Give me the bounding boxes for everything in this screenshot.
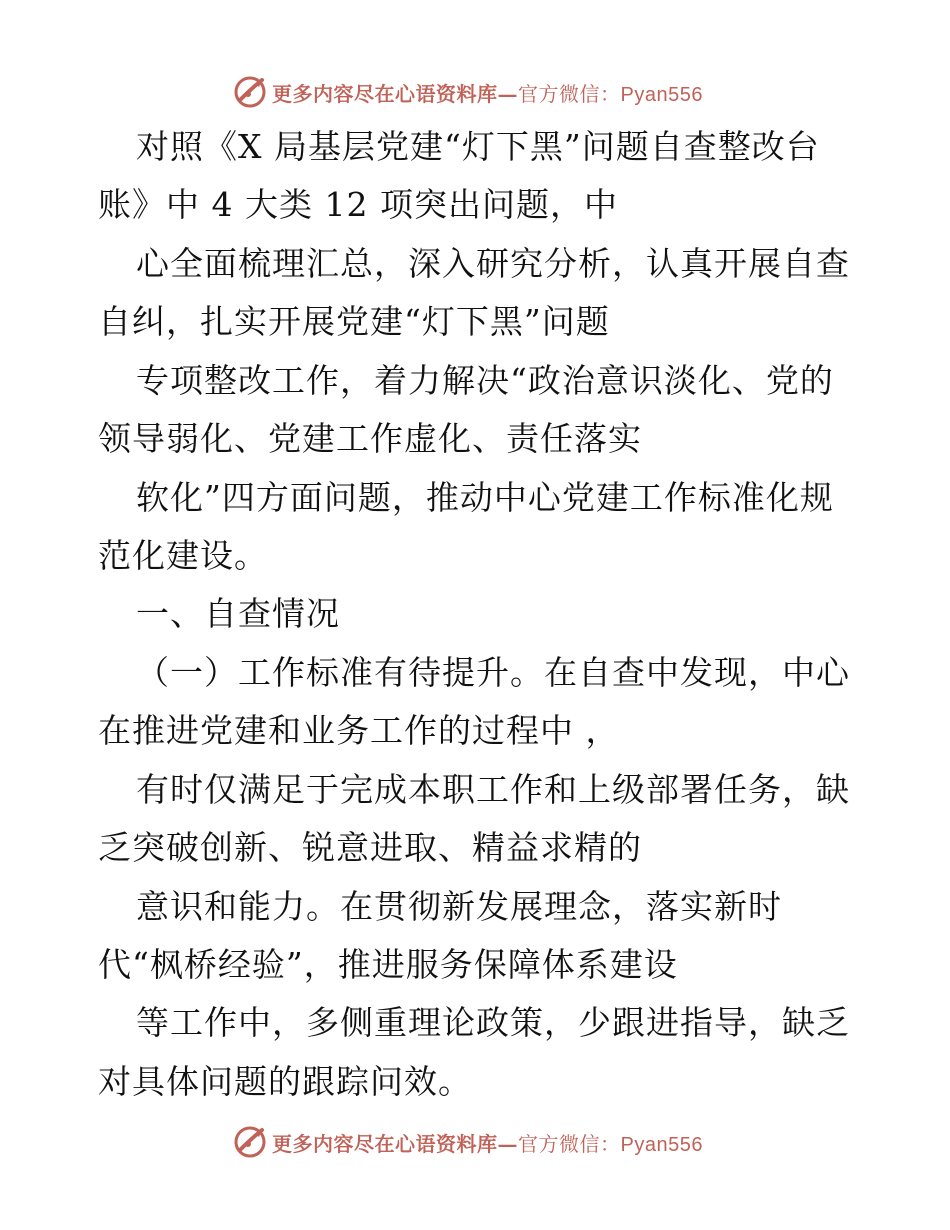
watermark-text: 更多内容尽在心语资料库 bbox=[272, 1131, 498, 1156]
watermark-dash: — bbox=[497, 81, 518, 106]
paragraph-line: 软化”四方面问题，推动中心党建工作标准化规 bbox=[136, 478, 834, 517]
wechat-label: 官方微信： bbox=[518, 81, 621, 106]
paragraph-line: 代“枫桥经验”，推进服务保障体系建设 bbox=[98, 945, 678, 984]
paragraph-line: 对照《X 局基层党建“灯下黑”问题自查整改台 bbox=[136, 127, 820, 166]
wechat-id: Pyan556 bbox=[620, 83, 703, 106]
pen-logo-icon bbox=[232, 1124, 268, 1160]
watermark-dash: — bbox=[497, 1131, 518, 1156]
paragraph-line: 意识和能力。在贯彻新发展理念，落实新时 bbox=[136, 887, 782, 926]
paragraph-line: 在推进党建和业务工作的过程中 ， bbox=[98, 711, 620, 750]
footer-watermark bbox=[0, 1122, 950, 1162]
paragraph-line: （一）工作标准有待提升。在自查中发现，中心 bbox=[136, 653, 850, 692]
paragraph-line: 账》中 4 大类 12 项突出问题，中 bbox=[98, 185, 618, 224]
wechat-label: 官方微信： bbox=[518, 1131, 621, 1156]
paragraph-line: 乏突破创新、锐意进取、精益求精的 bbox=[98, 828, 642, 867]
watermark-text: 更多内容尽在心语资料库 bbox=[272, 81, 498, 106]
section-heading: 一、自查情况 bbox=[136, 594, 340, 633]
paragraph-line: 等工作中，多侧重理论政策，少跟进指导，缺乏 bbox=[136, 1003, 850, 1042]
paragraph-line: 范化建设。 bbox=[98, 536, 268, 575]
paragraph-line: 对具体问题的跟踪问效。 bbox=[98, 1062, 472, 1101]
wechat-id: Pyan556 bbox=[620, 1133, 703, 1156]
paragraph-line: 心全面梳理汇总，深入研究分析，认真开展自查 bbox=[136, 244, 850, 283]
paragraph-line: 专项整改工作，着力解决“政治意识淡化、党的 bbox=[136, 361, 834, 400]
paragraph-line: 领导弱化、党建工作虚化、责任落实 bbox=[98, 419, 642, 458]
paragraph-line: 自纠，扎实开展党建“灯下黑”问题 bbox=[98, 302, 610, 341]
paragraph-line: 有时仅满足于完成本职工作和上级部署任务，缺 bbox=[136, 770, 850, 809]
